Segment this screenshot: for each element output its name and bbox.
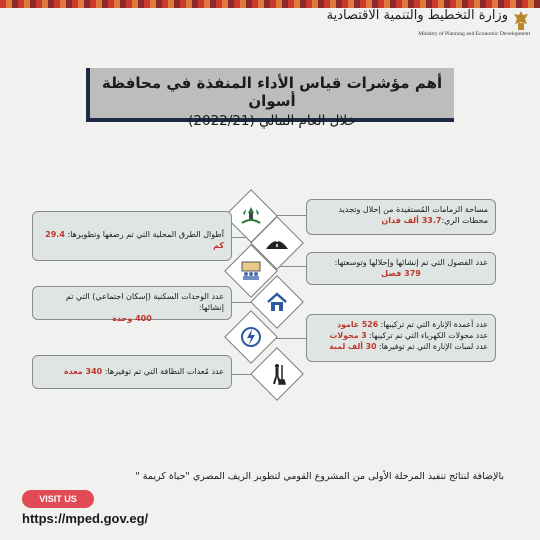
indicator-card-electricity [306, 314, 496, 362]
indicator-value: 400 وحدة [112, 314, 152, 323]
indicator-card-housing [32, 286, 232, 323]
indicator-value: 3 محولات [329, 331, 367, 340]
website-link[interactable]: https://mped.gov.eg/ [22, 511, 149, 526]
indicator-label: مساحة الزمامات المُستفيدة من إحلال وتجديد محطات الري: [338, 205, 488, 225]
title-box [86, 68, 454, 129]
indicator-label: عدد أعمدة الإنارة التي تم تركيبها: [380, 320, 488, 329]
connector-line [272, 338, 306, 339]
indicator-card-cleaning [32, 355, 232, 389]
ministry-name-arabic: وزارة التخطيط والتنمية الاقتصادية [326, 8, 508, 23]
indicator-value: 379 فصل [381, 269, 421, 278]
indicator-label: عدد مُعدات النظافة التي تم توفيرها: [104, 367, 224, 376]
indicator-card-classrooms [306, 252, 496, 285]
indicator-label: عدد لمبات الإنارة التي تم توفيرها: [378, 342, 488, 351]
eagle-emblem-icon [512, 10, 530, 32]
indicator-label: أطوال الطرق المحلية التي تم رصفها وتطويرها: [67, 230, 224, 239]
indicator-value: 29.4 كم [45, 230, 224, 250]
indicator-card-irrigation [306, 199, 496, 235]
indicator-label: عدد محولات الكهرباء التي تم تركيبها: [369, 331, 488, 340]
page-title: أهم مؤشرات قياس الأداء المنفذة في محافظة أسوان [101, 74, 443, 110]
indicator-value: 526 عامود [337, 320, 379, 329]
indicator-label: عدد الوحدات السكنية (إسكان اجتماعي) التي تم إنشائها: [65, 292, 224, 312]
house-icon [258, 283, 296, 321]
decorative-top-band [0, 0, 540, 8]
indicator-card-roads [32, 211, 232, 261]
indicator-value: 340 معدة [63, 367, 103, 376]
indicator-label: عدد الفصول التي تم إنشائها وإحلالها وتوسعتها: [334, 258, 488, 267]
indicator-value: 33.7 ألف فدان [381, 216, 442, 225]
indicator-value: 30 ألف لمبة [329, 342, 377, 351]
footer-note: بالإضافة لنتائج تنفيذ المرحلة الأولى من المشروع القومي لتطوير الريف المصري "حياة كريمة " [135, 471, 504, 482]
cleaning-icon [258, 355, 296, 393]
visit-us-button[interactable]: VISIT US [22, 490, 94, 508]
ministry-logo [326, 8, 530, 42]
ministry-name-english: Ministry of Planning and Economic Development [418, 31, 530, 37]
page-subtitle: خلال العام المالي (2022/21) [188, 113, 356, 129]
electricity-icon [232, 318, 270, 356]
